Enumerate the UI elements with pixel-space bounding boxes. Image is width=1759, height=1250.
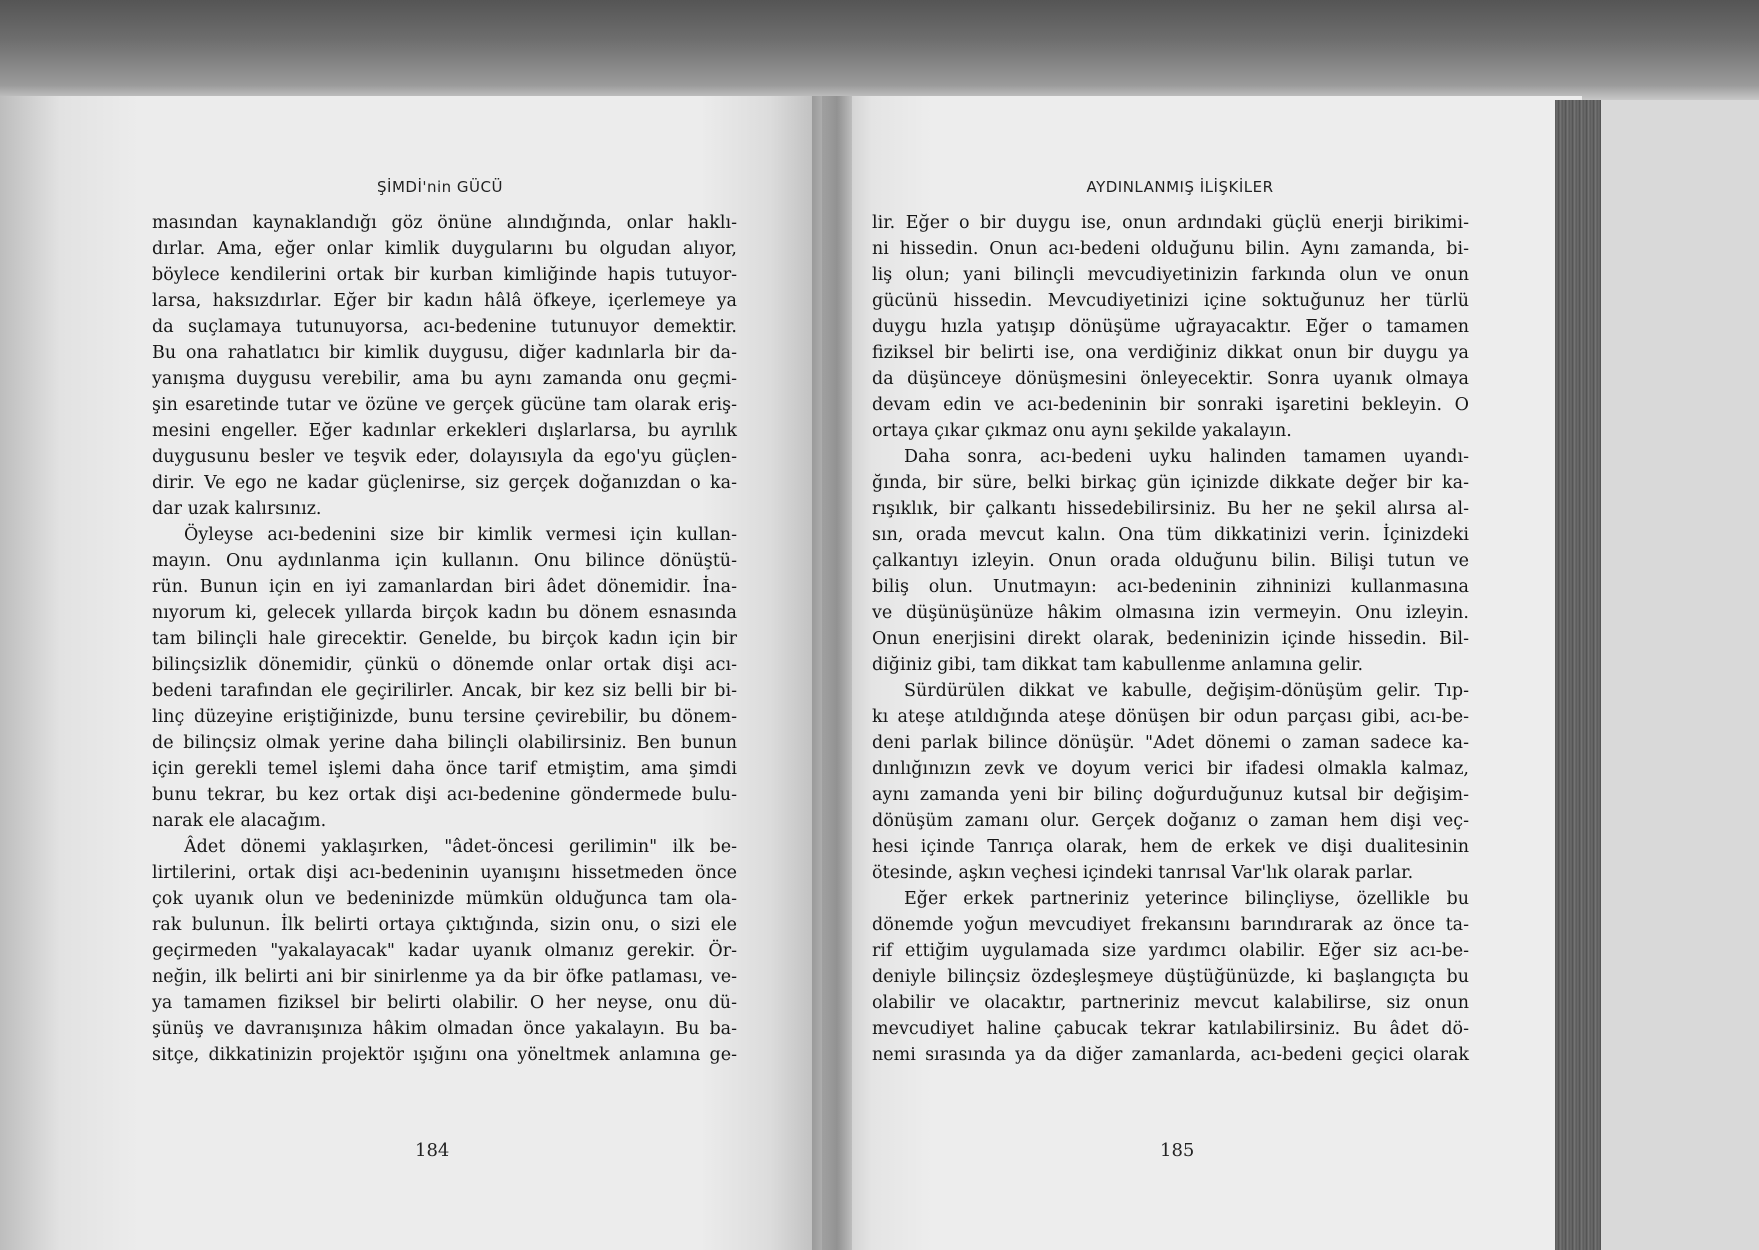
page-edges [1555, 100, 1601, 1250]
text-line: yanışma duygusu verebilir, ama bu aynı zamanda onu geçmi- [152, 369, 737, 389]
text-line: bilinçsizlik dönemidir, çünkü o dönemde onlar ortak dişi acı- [152, 655, 737, 675]
text-line: larsa, haksızdırlar. Eğer bir kadın hâlâ öfkeye, içerlemeye ya [152, 291, 737, 311]
text-line: linç düzeyine eriştiğinizde, bunu tersine çevirebilir, bu dönem- [152, 707, 737, 727]
text-line: mayın. Onu aydınlanma için kullanın. Onu bilince dönüştü- [152, 551, 737, 571]
text-line: Öyleyse acı-bedenini size bir kimlik vermesi için kullan- [184, 525, 737, 545]
text-line: neğin, ilk belirti ani bir sinirlenme ya da bir öfke patlaması, ve- [152, 967, 737, 987]
text-line: böylece kendilerini ortak bir kurban kimliğinde hapis tutuyor- [152, 265, 737, 285]
text-line: duygusunu besler ve teşvik eder, dolayısıyla da ego'yu güçlen- [152, 447, 737, 467]
text-line: Daha sonra, acı-bedeni uyku halinden tamamen uyandı- [904, 447, 1469, 467]
text-line: deni parlak bilince dönüşür. "Adet dönemi o zaman sadece ka- [872, 733, 1469, 753]
text-line: masından kaynaklandığı göz önüne alındığında, onlar haklı- [152, 213, 737, 233]
text-line: fiziksel bir belirti ise, ona verdiğiniz dikkat onun bir duygu ya [872, 343, 1469, 363]
text-line: da suçlamaya tutunuyorsa, acı-bedenine tutunuyor demektir. [152, 317, 737, 337]
text-line: sitçe, dikkatinizin projektör ışığını ona yöneltmek anlamına ge- [152, 1045, 737, 1065]
text-line: Onun enerjisini direkt olarak, bedeninizin içinde hissedin. Bil- [872, 629, 1469, 649]
text-line: rak bulunun. İlk belirti ortaya çıktığında, sizin onu, o sizi ele [152, 915, 737, 935]
running-header-right: AYDINLANMIŞ İLİŞKİLER [1086, 178, 1274, 196]
text-line: çalkantıyı izleyin. Onun orada olduğunu bilin. Bilişi tutun ve [872, 551, 1469, 571]
text-line: duygu hızla yatışıp dönüşüme uğrayacaktır. Eğer o tamamen [872, 317, 1469, 337]
text-line: Eğer erkek partneriniz yeterince bilinçliyse, özellikle bu [904, 889, 1469, 909]
text-line: da düşünceye dönüşmesini önleyecektir. Sonra uyanık olmaya [872, 369, 1469, 389]
text-line: diğiniz gibi, tam dikkat tam kabullenme anlamına gelir. [872, 655, 1364, 675]
running-header-left: ŞİMDİ'nin GÜCÜ [377, 178, 503, 196]
left-page-body [152, 210, 737, 1068]
text-line: şünüş ve davranışınıza hâkim olmadan önce yakalayın. Bu ba- [152, 1019, 737, 1039]
text-line: ötesinde, aşkın veçhesi içindeki tanrısal Var'lık olarak parlar. [872, 863, 1414, 883]
text-line: dönemde yoğun mevcudiyet frekansını barındırarak az önce ta- [872, 915, 1469, 935]
text-line: rışıklık, bir çalkantı hissedebilirsiniz. Bu her ne şekil alırsa al- [872, 499, 1469, 519]
text-line: ğında, bir süre, belki birkaç gün içinizde dikkate değer bir ka- [872, 473, 1469, 493]
text-line: Sürdürülen dikkat ve kabulle, değişim-dönüşüm gelir. Tıp- [904, 681, 1469, 701]
text-line: sın, orada mevcut kalın. Ona tüm dikkatinizi verin. İçinizdeki [872, 525, 1469, 545]
right-page-body [872, 210, 1469, 1068]
text-line: devam edin ve acı-bedeninin bir sonraki işaretini bekleyin. O [872, 395, 1469, 415]
scan-background [1601, 100, 1759, 1250]
text-line: dönüşüm zamanı olur. Gerçek doğanız o zaman hem dişi veç- [872, 811, 1469, 831]
text-line: bunu tekrar, bu kez ortak dişi acı-bedenine göndermede bulu- [152, 785, 737, 805]
text-line: dınlığınızın zevk ve doyum verici bir ifadesi olmakla kalmaz, [872, 759, 1469, 779]
text-line: olabilir ve olacaktır, partneriniz mevcut kalabilirse, siz onun [872, 993, 1469, 1013]
text-line: şin esaretinde tutar ve özüne ve gerçek gücüne tam olarak eriş- [152, 395, 737, 415]
text-line: rün. Bunun için en iyi zamanlardan biri âdet dönemidir. İna- [152, 577, 737, 597]
text-line: hesi içinde Tanrıça olarak, hem de erkek ve dişi dualitesinin [872, 837, 1469, 857]
text-line: rif ettiğim uygulamada size yardımcı olabilir. Eğer siz acı-be- [872, 941, 1469, 961]
text-line: çok uyanık olun ve bedeninizde mümkün olduğunca tam ola- [152, 889, 737, 909]
text-line: biliş olun. Unutmayın: acı-bedeninin zihninizi kullanmasına [872, 577, 1469, 597]
text-line: mevcudiyet haline çabucak tekrar katılabilirsiniz. Bu âdet dö- [872, 1019, 1469, 1039]
text-line: ya tamamen fiziksel bir belirti olabilir. O her neyse, onu dü- [152, 993, 737, 1013]
page-number-right: 185 [1160, 1140, 1195, 1161]
text-line: dirir. Ve ego ne kadar güçlenirse, siz gerçek doğanızdan o ka- [152, 473, 737, 493]
text-line: gücünü hissedin. Mevcudiyetinizi içine soktuğunuz her türlü [872, 291, 1469, 311]
text-line: kı ateşe atıldığında ateşe dönüşen bir odun parçası gibi, acı-be- [872, 707, 1469, 727]
text-line: nıyorum ki, gelecek yıllarda birçok kadın bu dönem esnasında [152, 603, 737, 623]
text-line: lirtilerini, ortak dişi acı-bedeninin uyanışını hissetmeden önce [152, 863, 737, 883]
text-line: mesini engeller. Eğer kadınlar erkekleri dışlarlarsa, bu ayrılık [152, 421, 737, 441]
text-line: deniyle bilinçsiz özdeşleşmeye düştüğünüzde, ki başlangıçta bu [872, 967, 1469, 987]
text-line: ve düşünüşünüze hâkim olmasına izin vermeyin. Onu izleyin. [872, 603, 1469, 623]
text-line: dırlar. Ama, eğer onlar kimlik duygularını bu olgudan alıyor, [152, 239, 737, 259]
text-line: için gerekli temel işlemi daha önce tarif etmiştim, ama şimdi [152, 759, 737, 779]
text-line: ni hissedin. Onun acı-bedeni olduğunu bilin. Aynı zamanda, bi- [872, 239, 1469, 259]
text-line: ortaya çıkar çıkmaz onu aynı şekilde yakalayın. [872, 421, 1292, 441]
text-line: bedeni tarafından ele geçirilirler. Ancak, bir kez siz belli bir bi- [152, 681, 737, 701]
text-line: Âdet dönemi yaklaşırken, "âdet-öncesi gerilimin" ilk be- [184, 837, 737, 857]
text-line: nemi sırasında ya da diğer zamanlarda, acı-bedeni geçici olarak [872, 1045, 1469, 1065]
text-line: liş olun; yani bilinçli mevcudiyetinizin farkında olun ve onun [872, 265, 1469, 285]
text-line: dar uzak kalırsınız. [152, 499, 322, 519]
text-line: geçirmeden "yakalayacak" kadar uyanık olmanız gerekir. Ör- [152, 941, 737, 961]
page-number-left: 184 [415, 1140, 450, 1161]
text-line: narak ele alacağım. [152, 811, 327, 831]
text-line: Bu ona rahatlatıcı bir kimlik duygusu, diğer kadınlarla bir da- [152, 343, 737, 363]
text-line: tam bilinçli hale girecektir. Genelde, bu birçok kadın için bir [152, 629, 737, 649]
text-line: de bilinçsiz olmak yerine daha bilinçli olabilirsiniz. Ben bunun [152, 733, 737, 753]
text-line: aynı zamanda yeni bir bilinç doğurduğunuz kutsal bir değişim- [872, 785, 1469, 805]
text-line: lir. Eğer o bir duygu ise, onun ardındaki güçlü enerji birikimi- [872, 213, 1469, 233]
book-gutter [822, 96, 852, 1250]
